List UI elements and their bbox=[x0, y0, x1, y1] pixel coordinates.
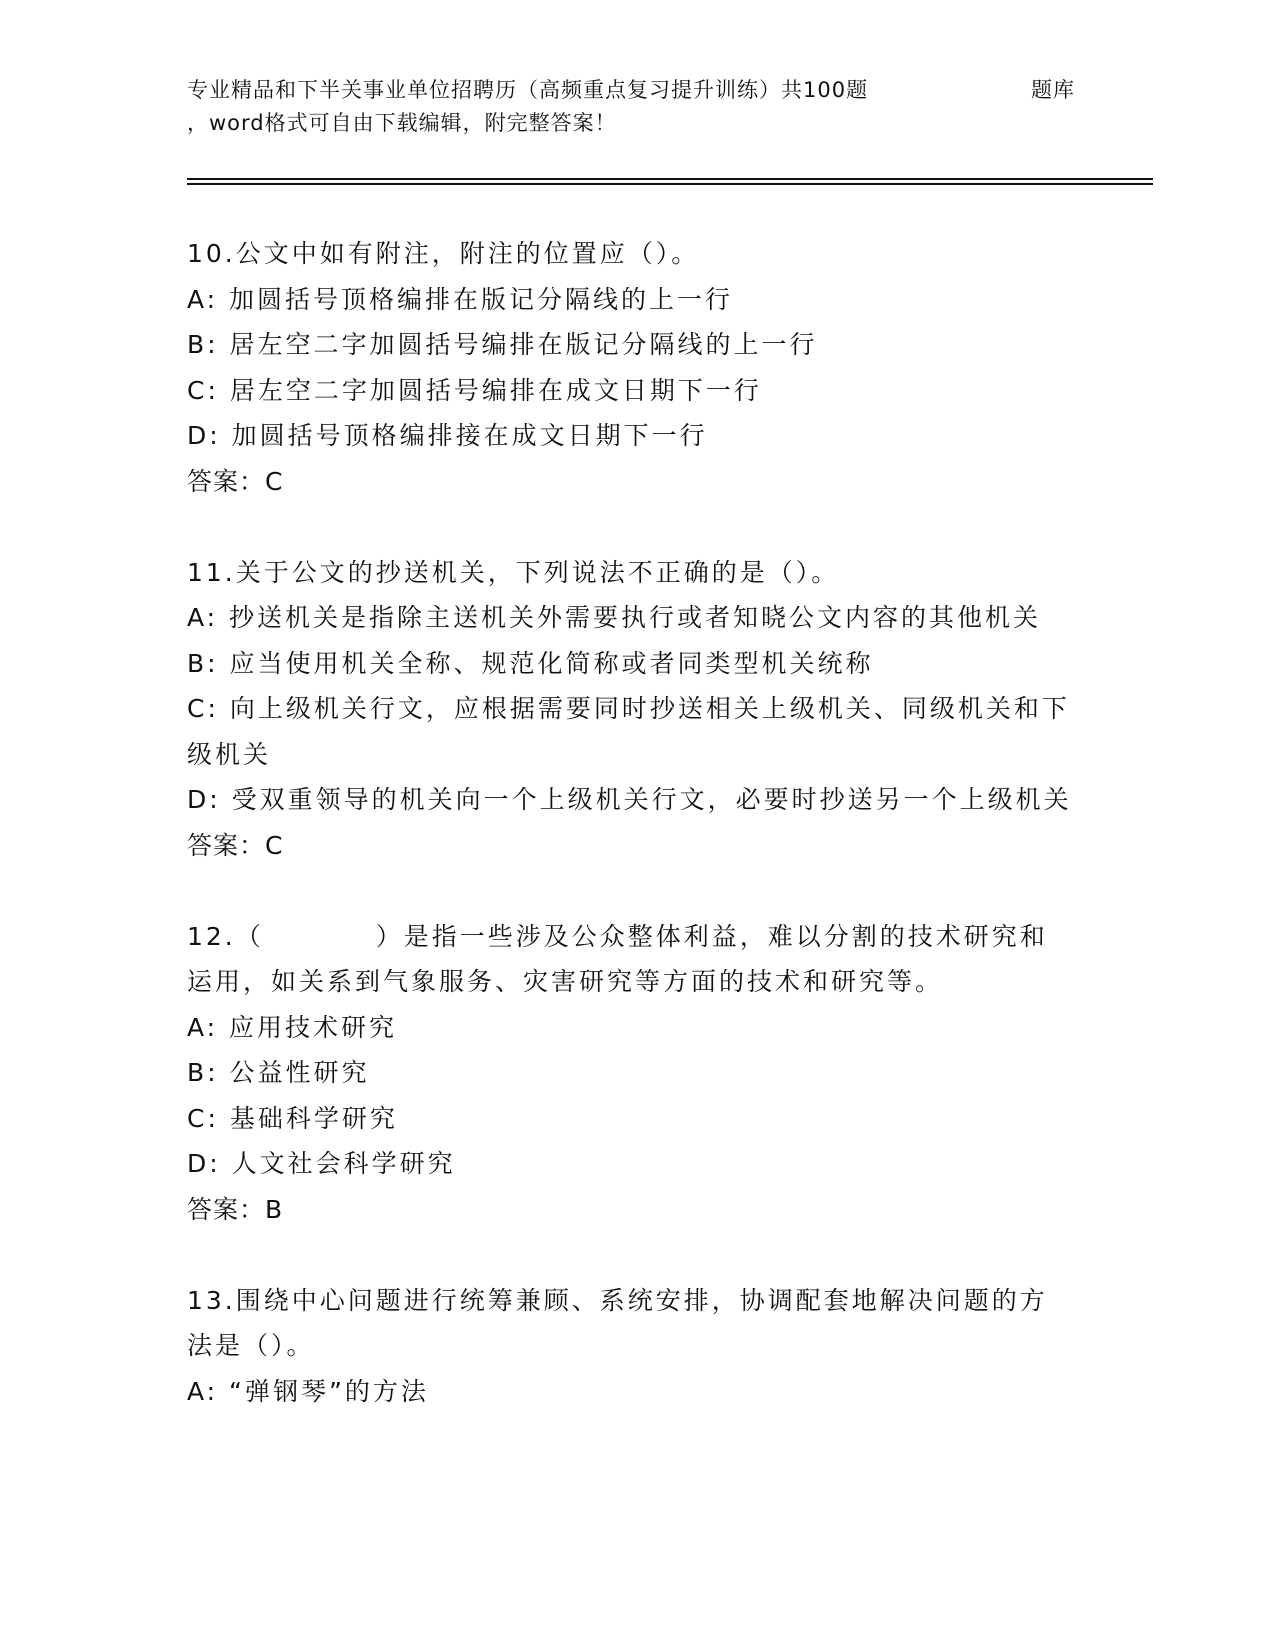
option-d: D: 受双重领导的机关向一个上级机关行文，必要时抄送另一个上级机关 bbox=[187, 785, 1072, 814]
option-c: C: 向上级机关行文，应根据需要同时抄送相关上级机关、同级机关和下级机关 bbox=[187, 694, 1070, 769]
header-tag: 题库 bbox=[1031, 78, 1075, 102]
option-d: D: 人文社会科学研究 bbox=[187, 1149, 456, 1178]
option-a: A: 加圆括号顶格编排在版记分隔线的上一行 bbox=[187, 284, 734, 314]
option-a: A: 应用技术研究 bbox=[187, 1012, 398, 1042]
question-stem: 11.关于公文的抄送机关，下列说法不正确的是（）。 bbox=[187, 557, 840, 587]
header-title-line2: ，word格式可自由下载编辑，附完整答案！ bbox=[187, 111, 617, 135]
question-13 bbox=[187, 1278, 1072, 1415]
option-b: B: 公益性研究 bbox=[187, 1058, 370, 1087]
question-stem: 13.围绕中心问题进行统筹兼顾、系统安排，协调配套地解决问题的方法是（）。 bbox=[187, 1285, 1048, 1360]
question-11 bbox=[187, 550, 1072, 869]
option-c: C: 基础科学研究 bbox=[187, 1103, 398, 1133]
answer: 答案：B bbox=[187, 1194, 284, 1224]
question-stem: 12.（ ）是指一些涉及公众整体利益，难以分割的技术研究和运用，如关系到气象服务、灾害研究等方面的技术和研究等。 bbox=[187, 921, 1048, 996]
option-b: B: 居左空二字加圆括号编排在版记分隔线的上一行 bbox=[187, 330, 818, 359]
option-a: A: “弹钢琴”的方法 bbox=[187, 1376, 429, 1406]
header-rule-top bbox=[187, 178, 1153, 180]
option-c: C: 居左空二字加圆括号编排在成文日期下一行 bbox=[187, 375, 762, 405]
question-12 bbox=[187, 914, 1072, 1233]
question-list bbox=[187, 231, 1072, 1414]
page-header bbox=[187, 74, 1087, 140]
question-10 bbox=[187, 231, 1072, 504]
answer: 答案：C bbox=[187, 830, 284, 860]
option-d: D: 加圆括号顶格编排接在成文日期下一行 bbox=[187, 421, 708, 450]
header-rule-bottom bbox=[187, 183, 1153, 185]
option-b: B: 应当使用机关全称、规范化简称或者同类型机关统称 bbox=[187, 648, 874, 678]
answer: 答案：C bbox=[187, 466, 284, 496]
option-a: A: 抄送机关是指除主送机关外需要执行或者知晓公文内容的其他机关 bbox=[187, 603, 1042, 632]
header-title-line1: 专业精品和下半关事业单位招聘历（高频重点复习提升训练）共100题 bbox=[187, 78, 869, 102]
question-stem: 10.公文中如有附注，附注的位置应（）。 bbox=[187, 239, 700, 268]
